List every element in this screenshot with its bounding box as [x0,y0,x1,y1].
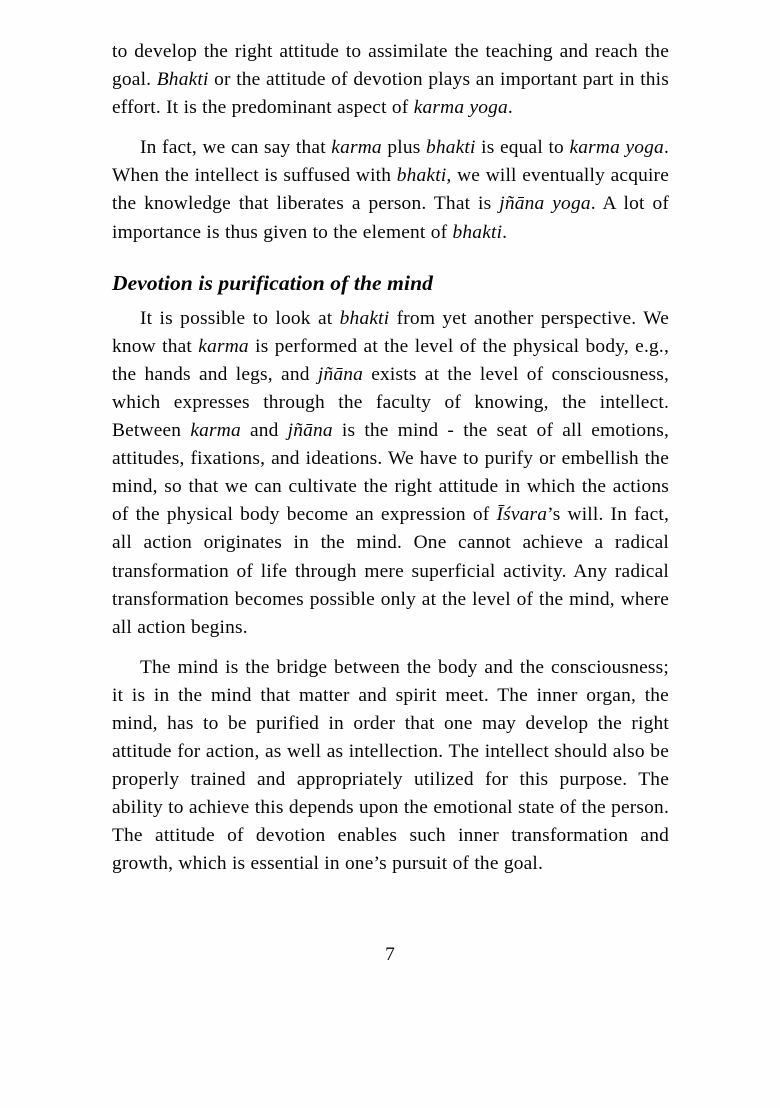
paragraph-4 [112,654,669,879]
italic-term: karma [190,420,241,442]
italic-term: jñāna [317,363,363,385]
italic-term: karma [331,137,382,159]
text-run: is equal to [475,137,570,159]
text-run: . [507,97,513,119]
text-run: . [502,221,508,243]
italic-term: karma yoga [413,97,508,119]
text-run: It is possible to look at [140,307,340,329]
italic-term: jñāna [287,420,333,442]
text-run: exists at the level of consciousness, which expresses through the faculty of knowing, the intellect. Between [112,363,669,442]
text-run: and [240,420,288,442]
text-run: is the mind - the seat of all emotions, attitudes, fixations, and ideations. We have to purify or embellish the mind, so that we can cultivate the right attitude in which the actions of the physical body become an expression of [112,420,669,526]
italic-term: karma [198,335,249,357]
page-number: 7 [385,944,395,965]
italic-term: bhakti [339,307,390,329]
italic-term: bhakti, [396,165,452,187]
text-run: from yet another perspective. We know that [112,307,669,357]
text-run: we will eventually acquire the knowledge that liberates a person. That is [112,165,669,215]
italic-term: bhakti [425,137,476,159]
italic-term: karma yoga [569,137,664,159]
italic-term: jñāna yoga [499,193,591,215]
text-run: . When the intellect is suffused with [112,137,669,187]
text-column [112,38,669,879]
text-run: . A lot of importance is thus given to the element of [112,193,669,243]
text-run: The mind is the bridge between the body and the consciousness; it is in the mind that matter and spirit meet. The inner organ, the mind, has to be purified in order that one may develop the right attitude for action, as well as intellection. The intellect should also be properly trained and appropriately utilized for this purpose. The ability to achieve this depends upon the emotional state of the person. The attitude of devotion enables such inner transformation and growth, which is essential in one’s pursuit of the goal. [112,656,669,875]
section-heading: Devotion is purification of the mind [112,270,434,295]
text-run: In fact, we can say that [140,137,332,159]
italic-term: Īśvara [496,504,548,526]
text-run: ’s will. In fact, all action originates in the mind. One cannot achieve a radical transformation of life through mere superficial activity. Any radical transformation becomes possible only at the level of the mind, where all action begins. [112,504,669,638]
text-run: or the attitude of devotion plays an important part in this effort. It is the predominant aspect of [112,69,669,119]
paragraph-1 [112,38,669,122]
italic-term: Bhakti [156,69,209,91]
paragraph-3 [112,305,669,642]
italic-term: bhakti [452,221,503,243]
text-run: plus [381,137,426,159]
paragraph-2 [112,134,669,246]
text-run: is performed at the level of the physical body, e.g., the hands and legs, and [112,335,669,385]
text-run: to develop the right attitude to assimilate the teaching and reach the goal. [112,41,669,91]
